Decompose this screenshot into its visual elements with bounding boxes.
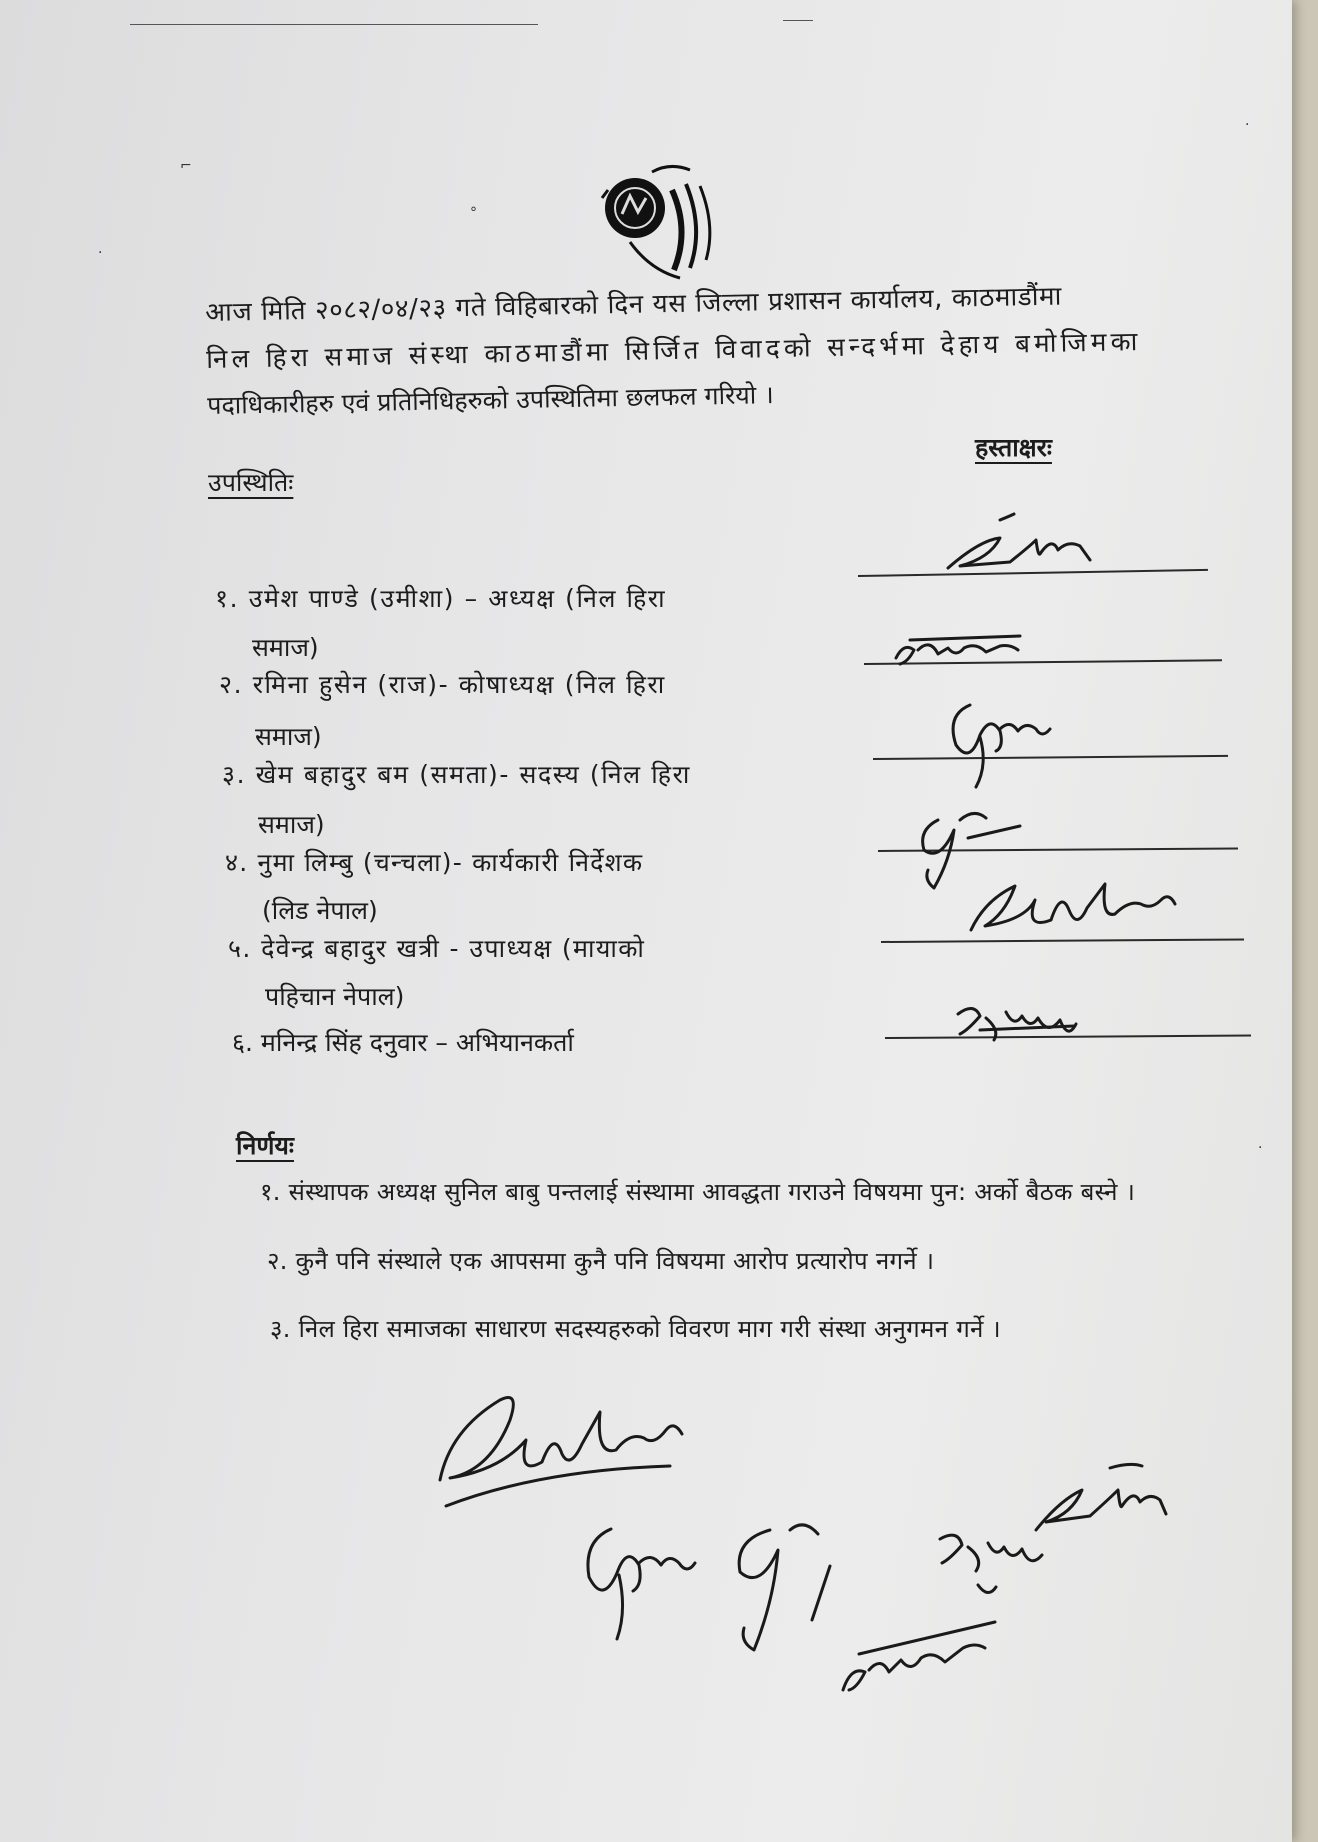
paper-speck: · <box>1245 117 1250 133</box>
intro-line-3: पदाधिकारीहरु एवं प्रतिनिधिहरुको उपस्थितिमा छलफल गरियो । <box>206 380 774 420</box>
bottom-signature-bam <box>575 1515 705 1645</box>
attendee-3-line-2: समाज) <box>258 810 325 839</box>
signature-2 <box>890 628 1040 673</box>
bottom-signature-khatri <box>430 1370 710 1510</box>
signature-6 <box>950 1000 1090 1050</box>
bottom-signature-pande <box>1030 1460 1170 1540</box>
attendee-1-line-1: १. उमेश पाण्डे (उमीशा) – अध्यक्ष (निल हिरा <box>215 584 667 613</box>
attendee-3-line-1: ३. खेम बहादुर बम (समता)- सदस्य (निल हिरा <box>222 760 691 789</box>
paper-speck: · <box>1258 1140 1263 1156</box>
intro-line-1: आज मिति २०८२/०४/२३ गते विहिबारको दिन यस जिल्ला प्रशासन कार्यालय, काठमाडौंमा <box>204 281 1063 328</box>
attendee-6-line-1: ६. मनिन्द्र सिंह दनुवार – अभियानकर्ता <box>232 1028 574 1057</box>
paper-speck: ⌐ <box>180 158 192 174</box>
paper-speck: · <box>98 245 103 261</box>
attendance-heading: उपस्थितिः <box>208 468 294 497</box>
decision-1: १. संस्थापक अध्यक्ष सुनिल बाबु पन्तलाई संस्थामा आवद्धता गराउने विषयमा पुन: अर्को बैठक बस्ने । <box>260 1178 1136 1206</box>
intro-line-2: निल हिरा समाज संस्था काठमाडौंमा सिर्जित विवादको सन्दर्भमा देहाय बमोजिमका <box>205 327 1142 375</box>
attendee-2-line-2: समाज) <box>255 722 322 751</box>
office-seal <box>590 150 740 290</box>
bottom-signature-ramina <box>835 1610 1005 1700</box>
decision-heading: निर्णयः <box>236 1131 294 1160</box>
signature-1 <box>940 510 1100 580</box>
paper-speck: ° <box>470 205 477 221</box>
decision-3: ३. निल हिरा समाजका साधारण सदस्यहरुको विवरण माग गरी संस्था अनुगमन गर्ने । <box>270 1315 1001 1343</box>
signature-5 <box>965 870 1185 940</box>
attendee-2-line-1: २. रमिना हुसेन (राज)- कोषाध्यक्ष (निल हिरा <box>219 670 666 699</box>
header-line-short <box>783 20 813 21</box>
attendee-4-line-1: ४. नुमा लिम्बु (चन्चला)- कार्यकारी निर्देशक <box>225 848 644 877</box>
signature-3 <box>940 695 1060 790</box>
attendee-5-line-2: पहिचान नेपाल) <box>265 982 405 1011</box>
attendee-5-line-1: ५. देवेन्द्र बहादुर खत्री - उपाध्यक्ष (मायाको <box>228 934 646 963</box>
signature-heading: हस्ताक्षरः <box>975 433 1052 462</box>
header-line <box>130 24 538 25</box>
decision-2: २. कुनै पनि संस्थाले एक आपसमा कुनै पनि विषयमा आरोप प्रत्यारोप नगर्ने । <box>267 1247 935 1275</box>
attendee-4-line-2: (लिड नेपाल) <box>262 896 378 925</box>
attendee-1-line-2: समाज) <box>252 633 319 662</box>
